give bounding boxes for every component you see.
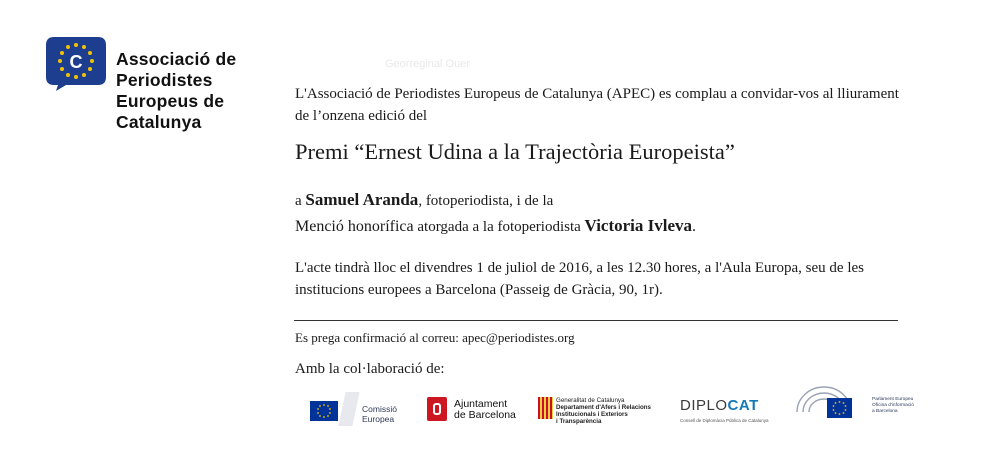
logo-line: Catalunya [116,112,202,132]
commission-building-icon [338,392,359,426]
logo-line: Europeus de [116,91,225,111]
logo-letter: C [69,52,83,72]
apec-logo-text [116,49,236,133]
rsvp-text: Es prega confirmació al correu: apec@periodistes.org [295,330,575,345]
diplocat-name-b: CAT [727,397,759,414]
sponsor-diplocat [680,384,780,430]
generalitat-line: Departament d'Afers i Relacions [556,404,651,411]
mention-name: Victoria Ivleva [584,216,693,235]
diplocat-name-a: DIPLO [680,397,728,414]
ajuntament-name [454,399,516,421]
sponsor-comissio-europea [296,384,406,430]
sponsor-ajuntament-barcelona [426,384,526,430]
winner-suffix: , fotoperiodista, i de la [418,193,554,209]
mention-end: . [692,218,697,235]
parlament-line: Parlament Europeu [872,397,914,402]
apec-logo-mark [46,37,106,91]
mention-line [295,216,696,236]
senyera-icon [538,397,553,419]
divider [294,320,898,321]
ajuntament-logo-icon [427,397,447,421]
eu-flag-icon [310,401,338,421]
sponsor-parlament-europeu [790,384,930,430]
generalitat-line: i Transparència [556,418,602,425]
winner-prefix: a [295,193,306,209]
generalitat-name [556,397,651,425]
sponsor-generalitat [537,384,667,430]
commission-line: Comissió [362,404,397,414]
generalitat-line: Institucionals i Exteriors [556,411,628,418]
event-details: L'acte tindrà lloc el divendres 1 de juliol de 2016, a les 12.30 hores, a l'Aula Europa, seu de les institucions europees a Barcelona (Passeig de Gràcia, 90, 1r). [295,260,864,298]
diplocat-name [680,397,759,414]
parlament-line: a Barcelona [872,409,898,415]
mention-label: Menció honorífica [295,218,414,235]
eu-flag-icon [827,398,852,418]
faded-background-text: Georreginal Ouer [385,58,470,70]
award-title: Premi “Ernest Udina a la Trajectòria Europeista” [295,139,735,164]
winner-name: Samuel Aranda [305,190,419,209]
collaboration-label: Amb la col·laboració de: [295,361,445,377]
generalitat-line: Generalitat de Catalunya [556,397,625,404]
intro-paragraph: L'Associació de Periodistes Europeus de Catalunya (APEC) es complau a convidar-vos al lliurament de l’onzena edició del [295,86,899,124]
mention-text: atorgada a la fotoperiodista [413,219,585,235]
logo-line: Periodistes [116,70,213,90]
ajuntament-line: de Barcelona [454,409,516,421]
commission-name [362,404,397,424]
commission-line: Europea [362,414,395,424]
ajuntament-line: Ajuntament [454,398,508,410]
diplocat-subtitle: Consell de Diplomàcia Pública de Catalunya [680,418,769,423]
logo-line: Associació de [116,49,237,69]
parlament-line: Oficina d'informació [872,403,914,409]
winner-line [295,190,553,210]
apec-logo [46,37,266,147]
parlament-name [872,397,914,416]
